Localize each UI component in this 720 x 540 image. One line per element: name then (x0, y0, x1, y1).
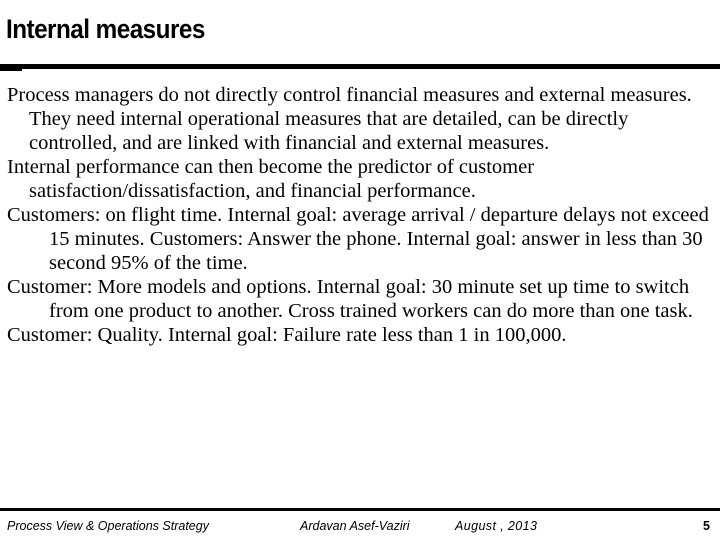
page-number: 5 (703, 519, 710, 533)
title-divider (0, 64, 720, 69)
paragraph-flight-time: Customers: on flight time. Internal goal: average arrival / departure delays not exceed 15 minutes. Customers: Answer the phone. Internal goal: answer in less than 30 second 95% of the time. (7, 204, 709, 274)
paragraph-internal-performance: Internal performance can then become the predictor of customer satisfaction/dissatisfaction, and financial performance. (7, 156, 535, 202)
paragraph-process-managers: Process managers do not directly control financial measures and external measures. They need internal operational measures that are detailed, can be directly controlled, and are linked with financial and external measures. (7, 84, 692, 154)
paragraph-quality: Customer: Quality. Internal goal: Failure rate less than 1 in 100,000. (7, 324, 567, 346)
paragraph-models-options: Customer: More models and options. Internal goal: 30 minute set up time to switch from one product to another. Cross trained workers can do more than one task. (7, 276, 693, 322)
footer-date: August , 2013 (455, 519, 538, 533)
footer-divider (0, 508, 720, 511)
slide-body (7, 83, 715, 347)
slide-title: Internal measures (6, 14, 205, 44)
title-divider-accent (0, 69, 22, 71)
footer-course-title: Process View & Operations Strategy (7, 519, 209, 533)
footer-author: Ardavan Asef-Vaziri (300, 519, 410, 533)
